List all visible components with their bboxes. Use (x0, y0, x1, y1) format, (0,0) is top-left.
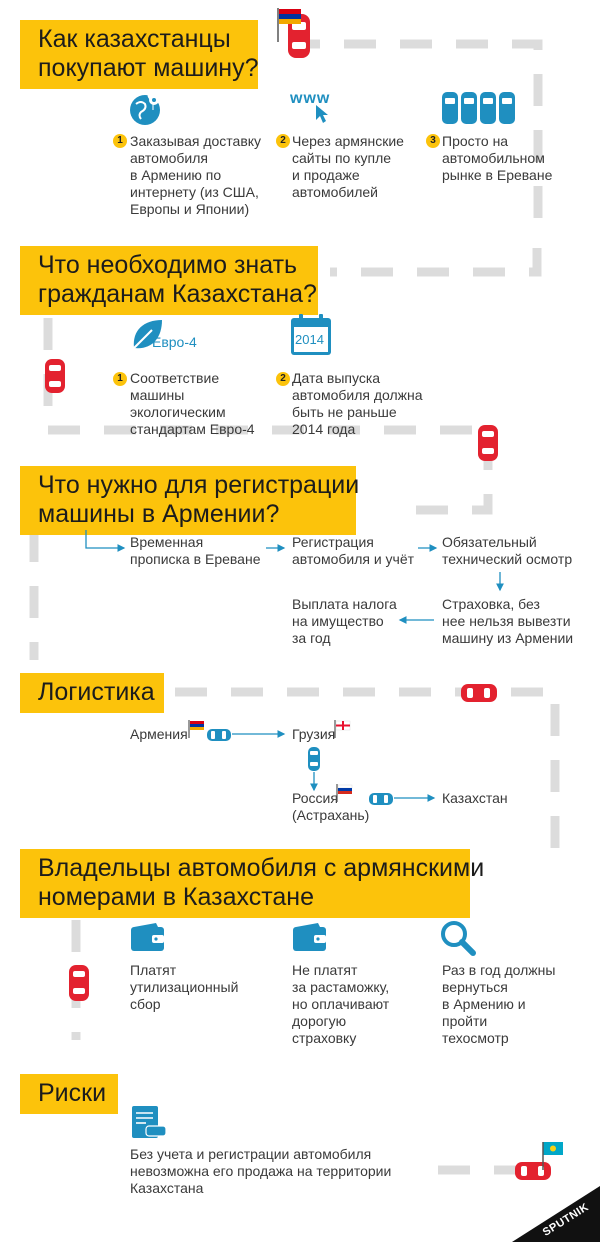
owner-fact-text: Платят утилизационный сбор (130, 962, 239, 1012)
euro4-leaf-icon: Евро-4 (130, 316, 220, 356)
section-title-what-to-know: Что необходимо знать гражданам Казахстана? (20, 246, 318, 315)
sputnik-logo: SPUTNIK (512, 1186, 600, 1242)
route-place: Армения (130, 726, 188, 742)
blue-car-icon (307, 746, 321, 772)
www-cursor-icon: www (290, 90, 340, 126)
step-number-badge: 3 (426, 134, 440, 148)
registration-step: Временная прописка в Ереване (130, 534, 261, 567)
route-place: Казахстан (442, 790, 508, 806)
risk-text: Без учета и регистрации автомобиля невозможна его продажа на территории Казахстана (130, 1146, 392, 1196)
armenia-flag-icon (188, 720, 206, 740)
requirement-text: Дата выпуска автомобиля должна быть не раньше 2014 года (292, 370, 423, 437)
registration-step: Регистрация автомобиля и учёт (292, 534, 415, 567)
russia-flag-icon (336, 784, 354, 804)
buy-option-text: Заказывая доставку автомобиля в Армению по интернету (из США, Европы и Японии) (130, 133, 262, 217)
owner-fact-text: Раз в год должны вернуться в Армению и пройти техосмотр (442, 962, 556, 1046)
blue-car-icon (206, 728, 232, 742)
magnifier-icon (440, 920, 476, 956)
registration-step: Выплата налога на имущество за год (292, 596, 397, 646)
wallet-icon (292, 922, 328, 952)
section-title-logistics: Логистика (20, 673, 164, 713)
step-number-badge: 1 (113, 372, 127, 386)
route-place: Грузия (292, 726, 336, 742)
route-place: Россия (Астрахань) (292, 790, 370, 823)
step-number-badge: 1 (113, 134, 127, 148)
registration-step: Страховка, без нее нельзя вывезти машину из Армении (442, 596, 574, 646)
step-number-badge: 2 (276, 134, 290, 148)
calendar-icon: 2014 (290, 314, 332, 356)
section-title-risks: Риски (20, 1074, 118, 1114)
section-title-registration: Что нужно для регистрации машины в Армении? (20, 466, 356, 535)
buy-option-text: Через армянские сайты по купле и продаже автомобилей (292, 133, 404, 200)
owner-fact-text: Не платят за растаможку, но оплачивают дорогую страховку (292, 962, 390, 1046)
section-title-owners: Владельцы автомобиля с армянскими номерами в Казахстане (20, 849, 470, 918)
registration-step: Обязательный технический осмотр (442, 534, 573, 567)
blue-car-icon (368, 792, 394, 806)
document-icon (130, 1104, 168, 1140)
step-number-badge: 2 (276, 372, 290, 386)
georgia-flag-icon (334, 720, 352, 740)
section-title-how-buy: Как казахстанцы покупают машину? (20, 20, 258, 89)
requirement-text: Соответствие машины экологическим стандартам Евро-4 (130, 370, 255, 437)
buy-option-text: Просто на автомобильном рынке в Ереване (442, 133, 553, 183)
wallet-icon (130, 922, 166, 952)
